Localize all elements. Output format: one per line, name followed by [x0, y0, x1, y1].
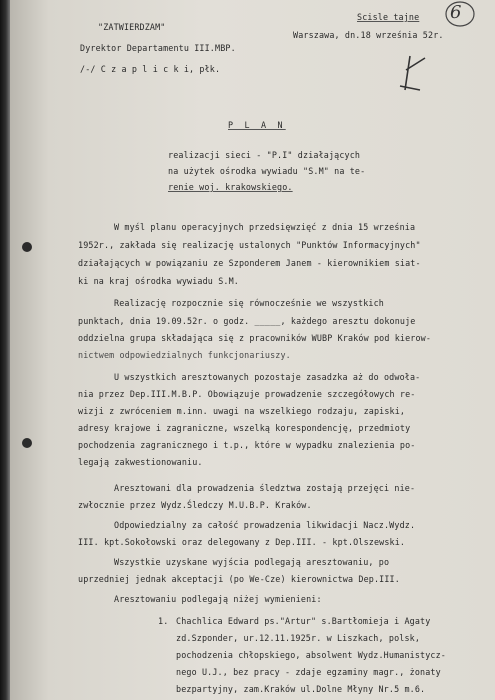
paragraph-2-line-2: punktach, dnia 19.09.52r. o godz. _____, każdego aresztu dokonuje	[78, 316, 416, 326]
list-item-line-5: bezpartyjny, zam.Kraków ul.Dolne Młyny Nr.5 m.6.	[176, 684, 426, 694]
document-title: P L A N	[228, 120, 286, 130]
paragraph-1-line-2: 1952r., zakłada się realizację ustalonych "Punktów Informacyjnych"	[78, 240, 421, 250]
subtitle-line-2: na użytek ośrodka wywiadu "S.M" na te-	[168, 166, 366, 176]
paragraph-1-line-1: W myśl planu operacyjnych przedsięwzięć z dnia 15 września	[114, 222, 416, 232]
list-item-line-4: nego U.J., bez pracy - zdaje egzaminy magr., żonaty	[176, 667, 441, 677]
paragraph-3-line-3: wizji z zwróceniem m.inn. uwagi na wszelkiego rodzaju, zapiski,	[78, 406, 406, 416]
paragraph-7-line-1: Aresztowaniu podlegają niżej wymienieni:	[114, 594, 322, 604]
paragraph-2-line-4: nictwem odpowiedzialnych funkcjonariuszy.	[78, 350, 291, 360]
subtitle-line-3: renie woj. krakowskiego.	[168, 182, 293, 192]
paragraph-3-line-6: legają zakwestionowaniu.	[78, 457, 203, 467]
classification-label: Scisle tajne	[357, 12, 420, 22]
paragraph-1-line-3: działających w powiązaniu ze Szponderem Janem - kierownikiem siat-	[78, 258, 421, 268]
paragraph-1-line-4: ki na kraj ośrodka wywiadu S.M.	[78, 276, 239, 286]
handwritten-page-number: 6	[450, 2, 462, 23]
list-item-line-1: Chachlica Edward ps."Artur" s.Bartłomieja i Agaty	[176, 616, 431, 626]
list-item-line-3: pochodzenia chłopskiego, absolwent Wydz.Humanistycz-	[176, 650, 446, 660]
paragraph-2-line-1: Realizację rozpocznie się równocześnie we wszystkich	[114, 298, 384, 308]
subtitle-line-1: realizacji sieci - "P.I" działających	[168, 150, 361, 160]
approval-stamp-text: "ZATWIERDZAM"	[98, 22, 166, 32]
signatory-line: /-/ C z a p l i c k i, płk.	[80, 64, 221, 74]
paragraph-5-line-2: III. kpt.Sokołowski oraz delegowany z Dep.III. - kpt.Olszewski.	[78, 537, 406, 547]
paragraph-3-line-2: nia przez Dep.III.M.B.P. Obowiązuje prowadzenie szczegółowych re-	[78, 389, 416, 399]
list-item-number: 1.	[158, 616, 169, 626]
list-item-line-2: zd.Szponder, ur.12.11.1925r. w Liszkach, polsk,	[176, 633, 421, 643]
binding-shadow	[0, 0, 10, 700]
punch-hole	[22, 438, 32, 448]
paragraph-3-line-1: U wszystkich aresztowanych pozostaje zasadzka aż do odwoła-	[114, 372, 421, 382]
paper-sheet	[10, 0, 495, 700]
director-line: Dyrektor Departamentu III.MBP.	[80, 43, 236, 53]
paragraph-5-line-1: Odpowiedzialny za całość prowadzenia likwidacji Nacz.Wydz.	[114, 520, 416, 530]
paragraph-4-line-1: Aresztowani dla prowadzenia śledztwa zostają przejęci nie-	[114, 483, 416, 493]
paragraph-3-line-4: adresy krajowe i zagraniczne, wszelką korespondencję, przedmioty	[78, 423, 411, 433]
paragraph-2-line-3: oddzielna grupa składająca się z pracowników WUBP Kraków pod kierow-	[78, 333, 432, 343]
paragraph-6-line-2: uprzedniej jednak akceptacji (po We-Cze) kierownictwa Dep.III.	[78, 574, 400, 584]
circle-mark-icon	[444, 0, 478, 30]
paragraph-6-line-1: Wszystkie uzyskane wyjścia podlegają aresztowaniu, po	[114, 557, 390, 567]
place-date: Warszawa, dn.18 września 52r.	[293, 30, 444, 40]
punch-hole	[22, 242, 32, 252]
paragraph-4-line-2: zwłocznie przez Wydz.Śledczy M.U.B.P. Kraków.	[78, 500, 312, 510]
handwritten-check-icon	[380, 50, 450, 100]
paragraph-3-line-5: pochodzenia zagranicznego i t.p., które w wypadku znalezienia po-	[78, 440, 416, 450]
